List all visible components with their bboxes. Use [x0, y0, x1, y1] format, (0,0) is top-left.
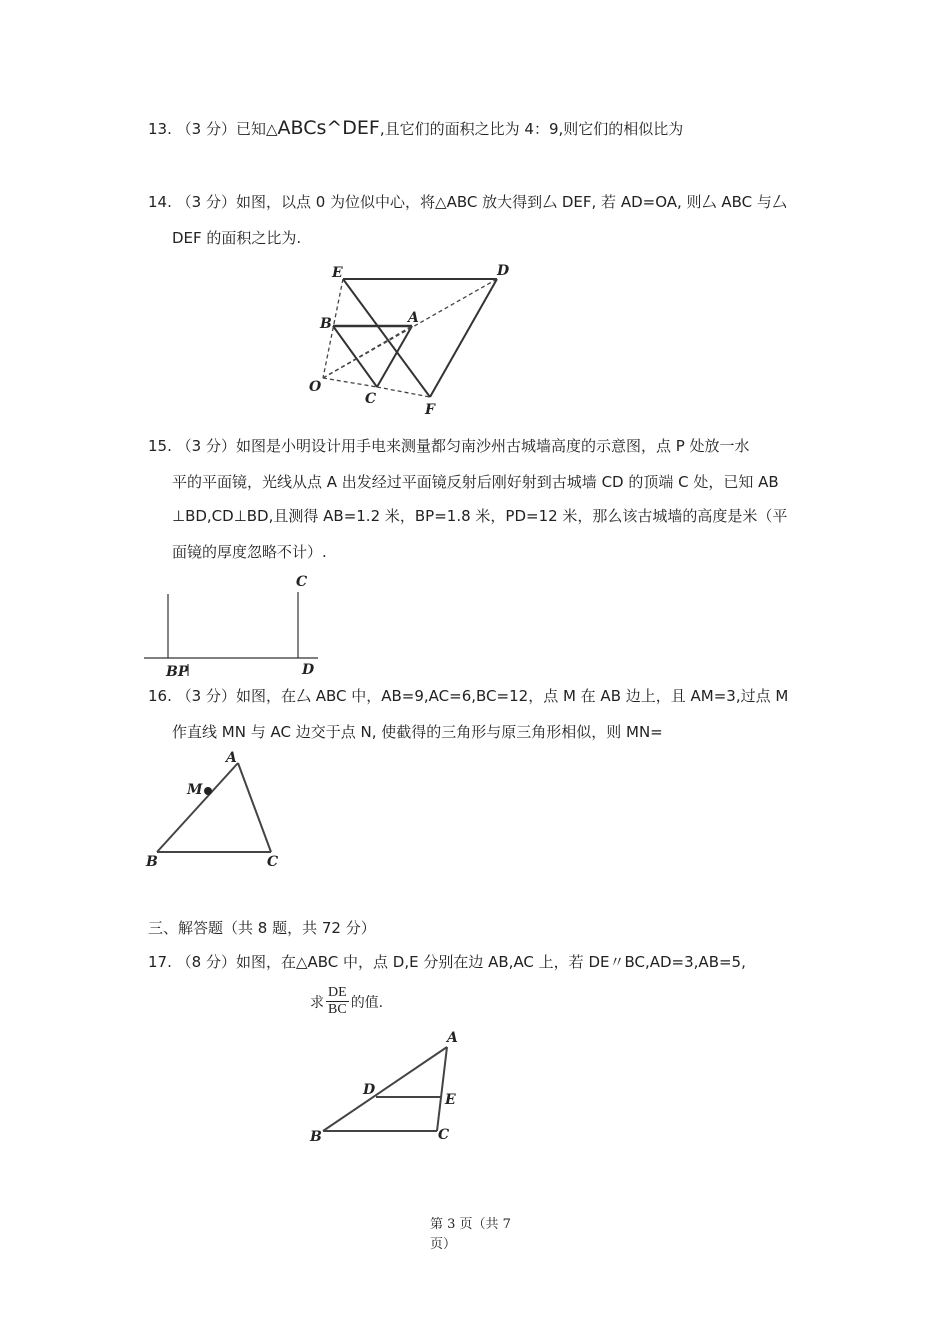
q14-label-c: C — [365, 391, 377, 407]
q17-prefix: 求 — [310, 994, 324, 1011]
q14-line1: 如图，以点 0 为位似中心，将△ABC 放大得到厶 DEF, 若 AD=OA, 则厶 ABC 与厶 — [235, 193, 787, 211]
q17-frac-denominator: BC — [328, 1002, 347, 1017]
question-17 — [148, 952, 746, 972]
q15-line4: 面镜的厚度忽略不计）. — [172, 543, 327, 561]
q17-label-a: A — [447, 1030, 458, 1046]
q17-label-c: C — [438, 1127, 450, 1143]
q16-line2: 作直线 MN 与 AC 边交于点 N, 使截得的三角形与原三角形相似，则 MN= — [172, 723, 663, 741]
page-footer — [430, 1215, 511, 1255]
q15-line2: 平的平面镜，光线从点 A 出发经过平面镜反射后刚好射到古城墙 CD 的顶端 C 处，已知 AB — [172, 473, 779, 491]
footer-line2: 页） — [430, 1237, 457, 1252]
q16-label-m: M — [187, 782, 203, 798]
q13-text-big: ABCs^DEF — [277, 117, 380, 139]
q15-label-bp: BP — [166, 664, 189, 680]
q14-label-o: O — [309, 379, 322, 395]
q17-fraction-line — [310, 985, 383, 1018]
question-15 — [148, 436, 750, 456]
q14-label-d: D — [497, 263, 510, 279]
q13-score: （3 分） — [176, 120, 236, 138]
q14-label-f: F — [425, 402, 435, 418]
q17-label-e: E — [445, 1092, 456, 1108]
q15-score: （3 分） — [176, 437, 236, 455]
q16-number: 16. — [148, 687, 172, 705]
question-13 — [148, 118, 683, 139]
q14-score: （3 分） — [176, 193, 236, 211]
question-14 — [148, 192, 787, 212]
q15-label-c: C — [296, 574, 308, 590]
q15-line3: ⊥BD,CD⊥BD,且测得 AB=1.2 米，BP=1.8 米，PD=12 米，那么该古城墙的高度是米（平 — [172, 507, 788, 525]
q13-text-a: 已知△ — [235, 120, 278, 138]
q16-label-c: C — [267, 854, 279, 870]
q14-line2: DEF 的面积之比为. — [172, 229, 302, 247]
q17-fraction — [326, 985, 349, 1018]
q16-line1: 如图，在厶 ABC 中，AB=9,AC=6,BC=12，点 M 在 AB 边上，且 AM=3,过点 M — [235, 687, 789, 705]
q16-label-a: A — [226, 750, 237, 766]
q17-line1: 如图，在△ABC 中，点 D,E 分别在边 AB,AC 上，若 DE〃BC,AD=3,AB=5, — [235, 953, 746, 971]
q17-score: （8 分） — [176, 953, 236, 971]
q16-label-b: B — [146, 854, 158, 870]
q14-label-a: A — [408, 310, 419, 326]
q17-label-b: B — [310, 1129, 322, 1145]
q13-number: 13. — [148, 120, 172, 138]
footer-line1: 第 3 页（共 7 — [430, 1217, 511, 1232]
q16-score: （3 分） — [176, 687, 236, 705]
q16-point-m — [204, 787, 212, 795]
q14-label-e: E — [332, 265, 343, 281]
section-3-heading: 三、解答题（共 8 题，共 72 分） — [148, 919, 376, 937]
q17-frac-numerator: DE — [328, 985, 347, 1000]
q17-label-d: D — [363, 1082, 376, 1098]
q15-line1: 如图是小明设计用手电来测量都匀南沙州古城墙高度的示意图，点 P 处放一水 — [235, 437, 750, 455]
q14-label-b: B — [320, 316, 332, 332]
q14-number: 14. — [148, 193, 172, 211]
q17-suffix: 的值. — [350, 994, 384, 1011]
q17-number: 17. — [148, 953, 172, 971]
q15-number: 15. — [148, 437, 172, 455]
q13-text-b: ,且它们的面积之比为 4：9,则它们的相似比为 — [379, 120, 684, 138]
question-16 — [148, 686, 788, 706]
q15-label-d: D — [302, 662, 315, 678]
